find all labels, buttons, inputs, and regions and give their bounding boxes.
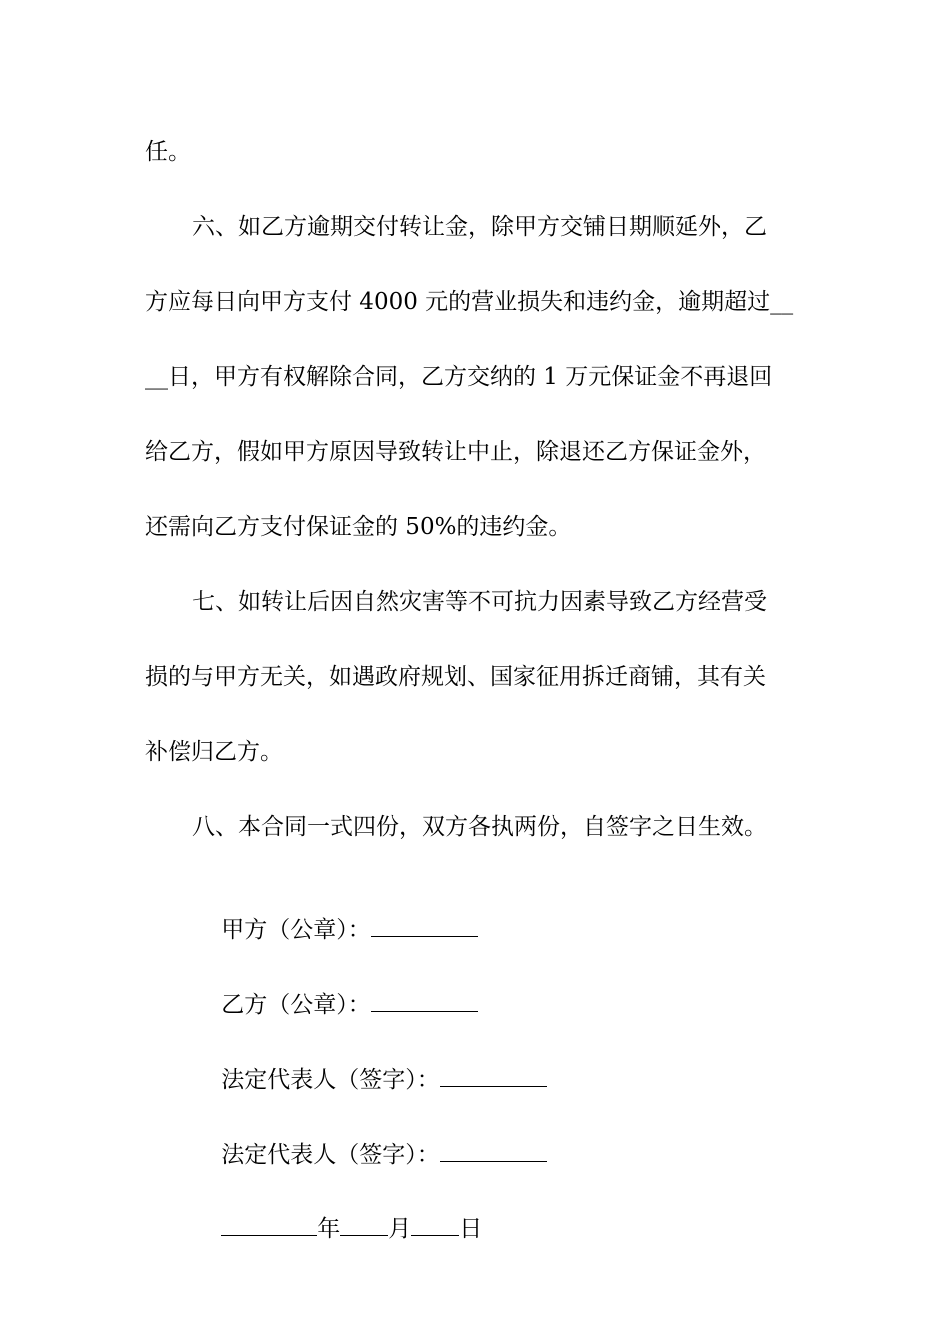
party-a-seal-label: 甲方（公章）： bbox=[221, 917, 371, 943]
party-a-seal-blank bbox=[371, 914, 478, 937]
rep-a-signature-label: 法定代表人（签字）： bbox=[221, 1067, 440, 1093]
clause-6-line-1: 六、如乙方逾期交付转让金，除甲方交铺日期顺延外，乙 bbox=[192, 214, 767, 240]
date-row bbox=[192, 1183, 483, 1242]
day-label: 日 bbox=[459, 1216, 483, 1242]
day-blank bbox=[411, 1213, 459, 1236]
clause-6-line-2: 方应每日向甲方支付 4000 元的营业损失和违约金，逾期超过__ bbox=[145, 289, 794, 315]
year-blank bbox=[221, 1213, 317, 1236]
clause-6-line-3: __日，甲方有权解除合同，乙方交纳的 1 万元保证金不再退回 bbox=[145, 364, 773, 390]
clause-6-line-4: 给乙方，假如甲方原因导致转让中止，除退还乙方保证金外， bbox=[145, 439, 766, 465]
clause-6-line-5: 还需向乙方支付保证金的 50%的违约金。 bbox=[145, 514, 572, 540]
rep-a-signature-blank bbox=[440, 1064, 547, 1087]
month-blank bbox=[340, 1213, 388, 1236]
rep-b-signature-blank bbox=[440, 1139, 547, 1162]
party-a-seal-row bbox=[192, 884, 478, 943]
rep-a-signature-row bbox=[192, 1034, 547, 1093]
text-line-1: 任。 bbox=[145, 139, 191, 165]
party-b-seal-label: 乙方（公章）： bbox=[221, 992, 371, 1018]
clause-7-line-3: 补偿归乙方。 bbox=[145, 739, 283, 765]
clause-7-line-2: 损的与甲方无关，如遇政府规划、国家征用拆迁商铺，其有关 bbox=[145, 664, 766, 690]
clause-7-line-1: 七、如转让后因自然灾害等不可抗力因素导致乙方经营受 bbox=[192, 589, 767, 615]
month-label: 月 bbox=[388, 1216, 412, 1242]
year-label: 年 bbox=[317, 1216, 341, 1242]
party-b-seal-blank bbox=[371, 989, 478, 1012]
clause-8-line-1: 八、本合同一式四份，双方各执两份，自签字之日生效。 bbox=[192, 814, 767, 840]
rep-b-signature-label: 法定代表人（签字）： bbox=[221, 1142, 440, 1168]
rep-b-signature-row bbox=[192, 1109, 547, 1168]
party-b-seal-row bbox=[192, 959, 478, 1018]
